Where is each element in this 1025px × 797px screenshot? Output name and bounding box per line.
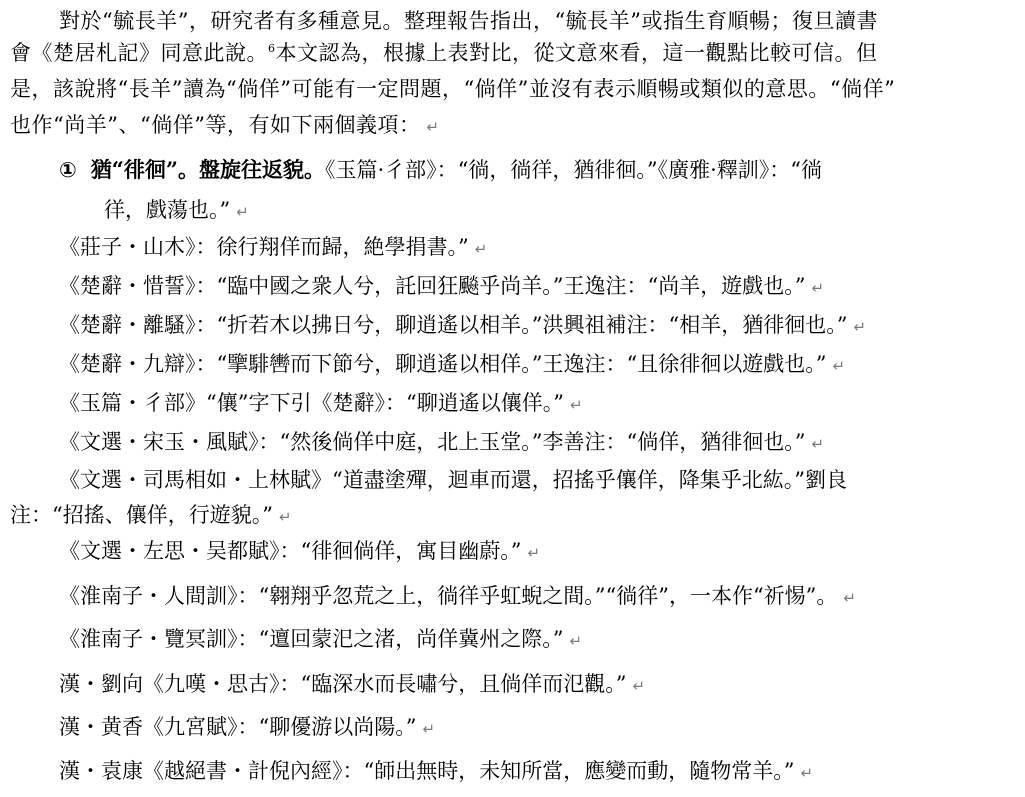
citation-text: 《楚辭・惜誓》：“臨中國之衆人兮，託回狂飈乎尚羊。”王逸注：“尚羊，遊戲也。” [59, 274, 806, 298]
citation-text: 《文選・司馬相如・上林賦》“道盡塗殫，迴車而還，招搖乎儴佯，降集乎北紘。”劉良 [59, 468, 847, 492]
paragraph-mark-icon: ↵ [569, 632, 583, 650]
sense-number: ① [59, 158, 77, 182]
paragraph-text: 本文認為，根據上表對比，從文意來看，這一觀點比較可信。但 [275, 41, 878, 65]
citation-text: 漢・劉向《九嘆・思古》：“臨深水而長嘯兮，且倘佯而氾觀。” [59, 672, 627, 696]
sense-line-2 [104, 195, 249, 227]
citation-line [59, 536, 540, 568]
citation-text: 《莊子・山木》：徐行翔佯而歸，絶學捐書。” [59, 235, 469, 259]
sense-line-1 [59, 155, 822, 185]
paragraph-text: 是，該說將“長羊”讀為“倘佯”可能有一定問題，“倘佯”並沒有表示順暢或類似的意思。“倘佯” [10, 77, 896, 101]
citation-line [59, 465, 847, 495]
paragraph-mark-icon: ↵ [474, 240, 488, 258]
citation-text: 漢・袁康《越絕書・計倪內經》：“師出無時，未知所當，應變而動，隨物常羊。” [59, 759, 795, 783]
paragraph-mark-icon: ↵ [811, 435, 825, 453]
paragraph-text: 也作“尚羊”、“倘佯”等，有如下兩個義項： [10, 113, 421, 137]
paragraph-mark-icon: ↵ [426, 118, 440, 136]
citation-line [10, 500, 292, 532]
citation-line [59, 669, 645, 701]
paragraph-mark-icon: ↵ [236, 203, 249, 221]
citation-text: 注：“招搖、儴佯，行遊貌。” [10, 503, 273, 527]
sense-text: 徉，戲蕩也。” [104, 198, 231, 222]
sense-text: 《玉篇·彳部》：“徜，徜徉，猶徘徊。”《廣雅·釋訓》：“徜 [324, 158, 823, 182]
paragraph-mark-icon: ↵ [632, 677, 646, 695]
citation-text: 《玉篇・彳部》“儴”字下引《楚辭》：“聊逍遙以儴佯。” [59, 391, 564, 415]
paragraph-line-4 [10, 110, 440, 142]
paragraph-mark-icon: ↵ [843, 589, 856, 607]
citation-text: 《楚辭・離騷》：“折若木以拂日兮，聊逍遙以相羊。”洪興祖補注：“相羊，猶徘徊也。” [59, 313, 848, 337]
paragraph-mark-icon: ↵ [422, 720, 436, 738]
paragraph-mark-icon: ↵ [527, 544, 541, 562]
paragraph-mark-icon: ↵ [800, 764, 814, 782]
paragraph-mark-icon: ↵ [832, 357, 846, 375]
citation-line [59, 427, 824, 459]
citation-text: 《文選・宋玉・風賦》：“然後倘佯中庭，北上玉堂。”李善注：“倘佯，猶徘徊也。” [59, 430, 806, 454]
citation-line [59, 388, 583, 420]
citation-line [59, 624, 582, 656]
citation-line [59, 271, 824, 303]
citation-line [59, 310, 866, 342]
citation-line [59, 756, 813, 788]
citation-text: 漢・黄香《九宮賦》：“聊優游以尚陽。” [59, 715, 417, 739]
paragraph-mark-icon: ↵ [853, 318, 867, 336]
citation-line [59, 712, 435, 744]
paragraph-text: 會《楚居札記》同意此說。 [10, 41, 268, 65]
paragraph-mark-icon: ↵ [811, 279, 825, 297]
paragraph-line-3 [10, 74, 895, 104]
citation-text: 《淮南子・人間訓》：“翱翔乎忽荒之上，徜徉乎虹蜺之間。”“徜徉”，一本作“祈惕”。 [59, 584, 838, 608]
citation-text: 《楚辭・九辯》：“擥騑轡而下節兮，聊逍遙以相佯。”王逸注：“且徐徘徊以遊戲也。” [59, 352, 827, 376]
paragraph-text: 對於“毓長羊”，研究者有多種意見。整理報告指出，“毓長羊”或指生育順暢；復旦讀書 [59, 9, 878, 33]
citation-text: 《淮南子・覽冥訓》：“邅回蒙汜之渚，尚佯冀州之際。” [59, 627, 564, 651]
citation-text: 《文選・左思・吴都賦》：“徘徊倘佯，寓目幽蔚。” [59, 539, 522, 563]
paragraph-mark-icon: ↵ [278, 508, 292, 526]
citation-line [59, 581, 856, 613]
citation-line [59, 349, 845, 381]
paragraph-mark-icon: ↵ [569, 396, 583, 414]
footnote-marker[interactable]: 6 [268, 42, 276, 55]
paragraph-line-2 [10, 38, 878, 68]
citation-line [59, 232, 487, 264]
paragraph-line-1 [59, 6, 878, 36]
sense-heading: 猶“徘徊”。盤旋往返貌。 [90, 157, 325, 182]
